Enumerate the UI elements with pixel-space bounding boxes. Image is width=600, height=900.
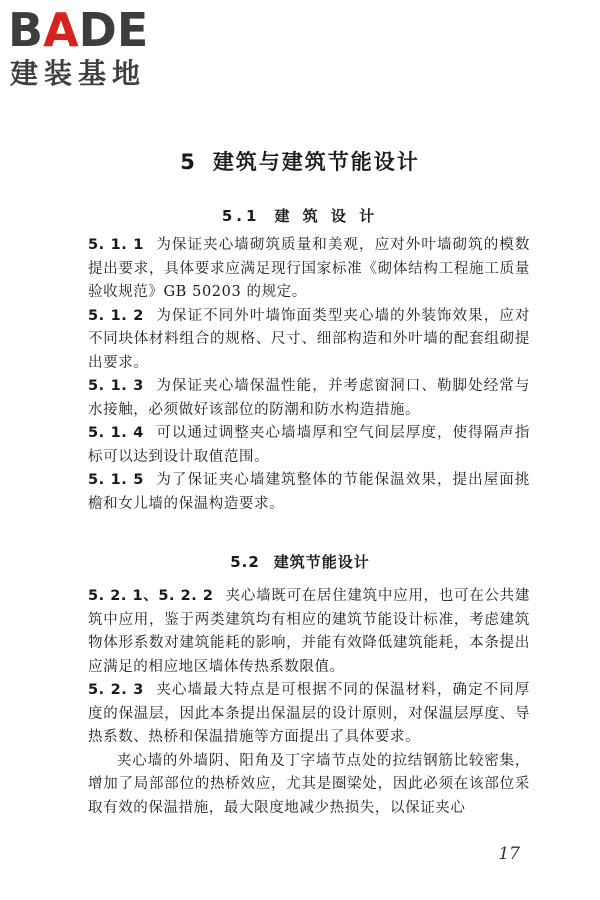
chapter-title-text: 建筑与建筑节能设计 <box>212 150 420 174</box>
chapter-number: 5 <box>180 150 197 174</box>
section-title-text: 建筑节能设计 <box>273 553 370 571</box>
section-number: 5.2 <box>230 553 260 571</box>
section-title-5-2 <box>0 551 600 572</box>
logo-subtitle: 建装基地 <box>10 57 147 90</box>
clause-number: 5. 2. 3 <box>88 682 144 698</box>
paragraph-text: 为了保证夹心墙建筑整体的节能保温效果，提出屋面挑檐和女儿墙的保温构造要求。 <box>88 472 530 512</box>
paragraph-5-1-4 <box>88 422 530 469</box>
logo-wordmark: BADE <box>8 3 149 57</box>
paragraph-5-1-3 <box>88 375 530 422</box>
clause-number: 5. 1. 5 <box>88 472 144 488</box>
clause-number: 5. 1. 2 <box>88 307 144 324</box>
paragraph-text: 夹心墙最大特点是可根据不同的保温材料，确定不同厚度的保温层，因此本条提出保温层的设计原则，对保温层厚度、导热系数、热桥和保温措施等方面提出了具体要求。 <box>88 682 530 745</box>
chapter-title <box>0 146 600 176</box>
clause-number: 5. 1. 1 <box>88 237 144 253</box>
section-title-text: 建 筑 设 计 <box>274 207 379 225</box>
page-number: 17 <box>498 844 520 864</box>
section-body-5-1 <box>88 234 530 516</box>
paragraph-5-2-3 <box>88 679 530 750</box>
paragraph-continuation <box>88 750 530 821</box>
paragraph-text: 夹心墙的外墙阴、阳角及丁字墙节点处的拉结钢筋比较密集，增加了局部部位的热桥效应，尤其是圈梁处，因此必须在该部位采取有效的保温措施，最大限度地减少热损失，以保证夹心 <box>88 752 530 816</box>
paragraph-5-1-5 <box>88 469 530 516</box>
paragraph-5-2-1 <box>88 585 530 679</box>
paragraph-text: 夹心墙既可在居住建筑中应用，也可在公共建筑中应用，鉴于两类建筑均有相应的建筑节能设计标准，考虑建筑物体形系数对建筑能耗的影响，并能有效降低建筑能耗，本条提出应满足的相应地区墙体传热系数限值。 <box>88 588 531 675</box>
paragraph-5-1-2 <box>88 305 530 376</box>
clause-number: 5. 1. 3 <box>88 378 144 394</box>
paragraph-text: 为保证不同外叶墙饰面类型夹心墙的外装饰效果，应对不同块体材料组合的规格、尺寸、细部构造和外叶墙的配套组砌提出要求。 <box>88 307 530 371</box>
paragraph-5-1-1 <box>88 234 530 305</box>
brand-logo <box>8 4 178 94</box>
clause-number: 5. 2. 1、5. 2. 2 <box>88 588 214 604</box>
section-number: 5.1 <box>221 207 261 225</box>
section-body-5-2 <box>88 585 530 820</box>
paragraph-text: 可以通过调整夹心墙墙厚和空气间层厚度，使得隔声指标可以达到设计取值范围。 <box>88 425 530 465</box>
section-title-5-1 <box>0 205 600 226</box>
paragraph-text: 为保证夹心墙砌筑质量和美观，应对外叶墙砌筑的模数提出要求，具体要求应满足现行国家标准《砌体结构工程施工质量验收规范》GB 50203 的规定。 <box>88 237 530 300</box>
paragraph-text: 为保证夹心墙保温性能，并考虑窗洞口、勒脚处经常与水接触，必须做好该部位的防潮和防水构造措施。 <box>88 378 530 418</box>
clause-number: 5. 1. 4 <box>88 425 144 441</box>
